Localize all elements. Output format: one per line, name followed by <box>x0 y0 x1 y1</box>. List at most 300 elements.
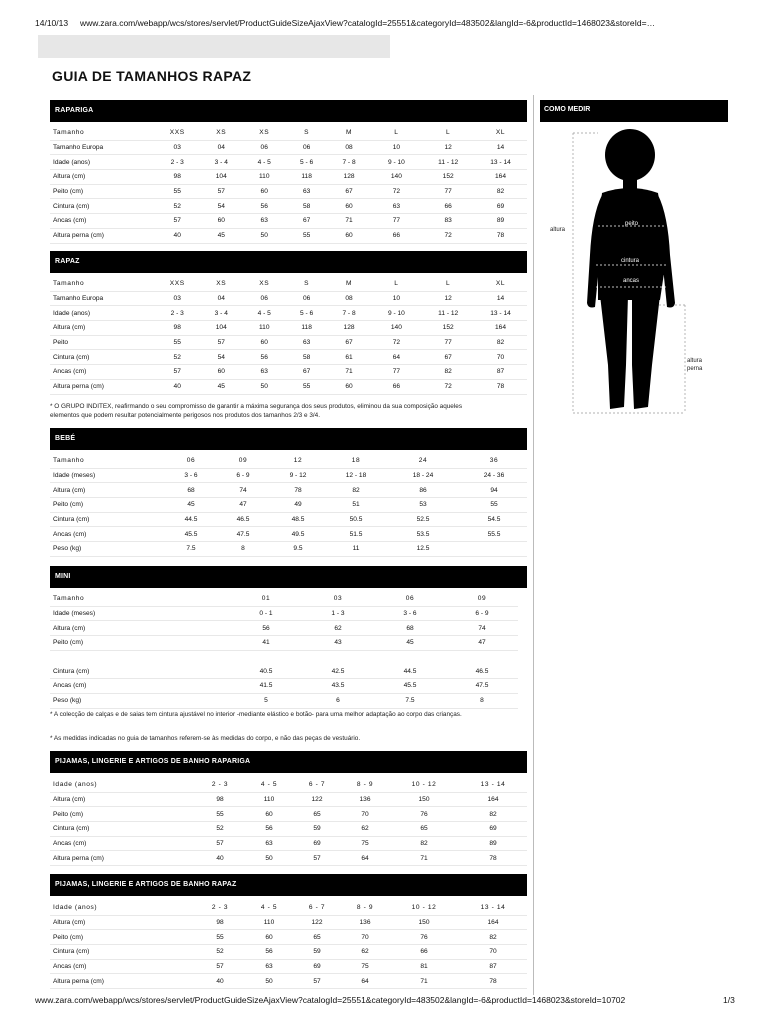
table-cell: 9.5 <box>269 542 327 557</box>
table-cell: 66 <box>371 379 423 394</box>
table-cell: 104 <box>200 321 243 336</box>
table-cell: 55.5 <box>461 527 527 542</box>
row-label: Ancas (cm) <box>50 527 165 542</box>
table-row <box>50 636 518 651</box>
table-cell: 110 <box>243 321 286 336</box>
table-row <box>50 693 518 708</box>
row-label: Altura perna (cm) <box>50 851 195 866</box>
note-cintura: * A colecção de calças e de saias tem cintura ajustável no interior -mediante elástico e botão- para uma melhor adaptação ao corpo das crianças. <box>50 711 462 718</box>
table-cell: 63 <box>243 214 286 229</box>
column-divider <box>533 95 534 995</box>
table-row <box>50 836 527 851</box>
child-silhouette-figure <box>540 125 740 420</box>
table-cell: 52.5 <box>385 512 461 527</box>
row-label: Tamanho <box>50 592 230 606</box>
table-cell <box>461 542 527 557</box>
table-cell: 77 <box>422 335 474 350</box>
table-cell: 62 <box>341 945 389 960</box>
table-cell: 150 <box>389 915 459 930</box>
row-label: Altura (cm) <box>50 170 155 185</box>
table-row <box>50 335 527 350</box>
table-cell: 47.5 <box>217 527 269 542</box>
table-cell: 55 <box>155 184 200 199</box>
label-altura-perna-2: perna <box>687 366 703 372</box>
table-cell: 24 <box>385 454 461 468</box>
table-cell: 2 - 3 <box>195 901 245 915</box>
table-cell: 128 <box>328 321 371 336</box>
table-cell: 14 <box>474 291 527 306</box>
table-cell: 82 <box>474 335 527 350</box>
table-cell: 136 <box>341 792 389 807</box>
table-cell: 60 <box>245 807 293 822</box>
table-cell <box>374 650 446 664</box>
section-mini <box>50 566 527 709</box>
label-ancas: ancas <box>623 278 640 284</box>
table-cell: L <box>371 277 423 291</box>
table-cell: 98 <box>155 170 200 185</box>
table-cell: 0 - 1 <box>230 606 302 621</box>
print-url: www.zara.com/webapp/wcs/stores/servlet/ProductGuideSizeAjaxView?catalogId=25551&categoryId=483502&langId=-6&productId=1468023&storeId=… <box>80 18 656 28</box>
table-cell: 04 <box>200 291 243 306</box>
table-cell: 60 <box>200 214 243 229</box>
row-label: Ancas (cm) <box>50 836 195 851</box>
table-cell: 12 <box>422 140 474 155</box>
table-cell: 122 <box>293 792 341 807</box>
table-cell: 122 <box>293 915 341 930</box>
table-cell: 72 <box>422 228 474 243</box>
table-cell: 8 <box>446 693 518 708</box>
row-label: Idade (anos) <box>50 778 195 792</box>
table-cell: 4 - 5 <box>245 901 293 915</box>
table-row <box>50 851 527 866</box>
table-cell: 78 <box>474 379 527 394</box>
table-cell: 54 <box>200 199 243 214</box>
table-row <box>50 468 527 483</box>
section-header: PIJAMAS, LINGERIE E ARTIGOS DE BANHO RAPARIGA <box>50 751 527 773</box>
top-banner <box>38 35 390 58</box>
size-table <box>50 592 518 709</box>
table-row <box>50 170 527 185</box>
table-cell: 69 <box>474 199 527 214</box>
table-cell: 53 <box>385 498 461 513</box>
table-cell: 5 - 6 <box>286 306 328 321</box>
table-cell: 71 <box>328 365 371 380</box>
row-label: Altura (cm) <box>50 321 155 336</box>
table-cell: M <box>328 126 371 140</box>
row-label: Cintura (cm) <box>50 199 155 214</box>
table-cell: 7.5 <box>374 693 446 708</box>
section-pijamas-rapariga <box>50 751 527 866</box>
row-label: Altura (cm) <box>50 792 195 807</box>
table-cell: 67 <box>328 335 371 350</box>
table-cell: 45 <box>165 498 217 513</box>
table-row <box>50 483 527 498</box>
section-header: PIJAMAS, LINGERIE E ARTIGOS DE BANHO RAPAZ <box>50 874 527 896</box>
table-cell: 7.5 <box>165 542 217 557</box>
table-header-row <box>50 277 527 291</box>
label-altura-perna-1: altura <box>687 358 703 364</box>
table-cell: 44.5 <box>165 512 217 527</box>
table-cell: 164 <box>474 170 527 185</box>
table-cell: 47 <box>217 498 269 513</box>
table-cell: 5 <box>230 693 302 708</box>
table-cell: 56 <box>230 621 302 636</box>
table-cell: 7 - 8 <box>328 155 371 170</box>
table-cell: XS <box>243 126 286 140</box>
table-cell: 54 <box>200 350 243 365</box>
table-cell: 57 <box>195 959 245 974</box>
table-cell: 12 <box>269 454 327 468</box>
table-row <box>50 512 527 527</box>
table-cell: 9 - 10 <box>371 155 423 170</box>
table-cell: 74 <box>217 483 269 498</box>
table-row <box>50 379 527 394</box>
table-cell: 66 <box>371 228 423 243</box>
table-cell: 03 <box>155 291 200 306</box>
table-cell: 82 <box>327 483 385 498</box>
table-row <box>50 650 518 664</box>
table-cell: 164 <box>459 792 527 807</box>
table-row <box>50 214 527 229</box>
table-cell: 51 <box>327 498 385 513</box>
table-header-row <box>50 454 527 468</box>
table-cell: 75 <box>341 959 389 974</box>
row-label: Peso (kg) <box>50 542 165 557</box>
table-cell: 10 <box>371 291 423 306</box>
table-cell: 4 - 5 <box>243 306 286 321</box>
table-row <box>50 199 527 214</box>
table-cell: 81 <box>389 959 459 974</box>
row-label: Ancas (cm) <box>50 679 230 694</box>
table-cell: 89 <box>459 836 527 851</box>
table-cell: 62 <box>302 621 374 636</box>
table-row <box>50 542 527 557</box>
table-row <box>50 350 527 365</box>
row-label: Ancas (cm) <box>50 365 155 380</box>
table-cell: 3 - 4 <box>200 155 243 170</box>
table-cell: 55 <box>195 930 245 945</box>
table-cell: 10 - 12 <box>389 778 459 792</box>
table-cell: 65 <box>293 930 341 945</box>
table-cell: 03 <box>155 140 200 155</box>
table-cell: 63 <box>286 184 328 199</box>
table-cell: 58 <box>286 350 328 365</box>
table-row <box>50 228 527 243</box>
table-cell: 11 - 12 <box>422 155 474 170</box>
label-cintura: cintura <box>621 258 640 264</box>
row-label: Peito (cm) <box>50 636 230 651</box>
row-label: Cintura (cm) <box>50 822 195 837</box>
table-cell: 6 <box>302 693 374 708</box>
table-cell: 61 <box>328 350 371 365</box>
section-rapaz <box>50 251 527 395</box>
table-cell: 06 <box>286 291 328 306</box>
table-cell: 57 <box>293 851 341 866</box>
table-cell: 51.5 <box>327 527 385 542</box>
table-cell: 47 <box>446 636 518 651</box>
table-cell: 87 <box>459 959 527 974</box>
table-cell: 43.5 <box>302 679 374 694</box>
table-cell: XL <box>474 126 527 140</box>
table-cell: 55 <box>155 335 200 350</box>
table-cell: 6 - 9 <box>446 606 518 621</box>
print-date: 14/10/13 <box>35 18 69 28</box>
table-cell: 67 <box>286 365 328 380</box>
table-cell: 06 <box>243 291 286 306</box>
table-cell: 08 <box>328 140 371 155</box>
table-cell: 50 <box>243 379 286 394</box>
table-cell: 55 <box>461 498 527 513</box>
table-cell: 7 - 8 <box>328 306 371 321</box>
table-cell: 68 <box>374 621 446 636</box>
section-pijamas-rapaz <box>50 874 527 989</box>
table-cell: 40 <box>155 228 200 243</box>
table-cell: 87 <box>474 365 527 380</box>
table-cell: 50.5 <box>327 512 385 527</box>
table-cell: 45 <box>200 379 243 394</box>
table-cell: 72 <box>422 379 474 394</box>
table-row <box>50 140 527 155</box>
table-cell: 3 - 4 <box>200 306 243 321</box>
table-cell: 89 <box>474 214 527 229</box>
table-row <box>50 915 527 930</box>
table-cell: 83 <box>422 214 474 229</box>
table-cell: 47.5 <box>446 679 518 694</box>
table-cell: 04 <box>200 140 243 155</box>
table-cell: 45.5 <box>165 527 217 542</box>
row-label: Tamanho <box>50 277 155 291</box>
table-cell: 11 - 12 <box>422 306 474 321</box>
table-cell: XS <box>243 277 286 291</box>
table-cell: 65 <box>389 822 459 837</box>
table-cell: 69 <box>459 822 527 837</box>
table-cell: 67 <box>286 214 328 229</box>
table-cell: 57 <box>155 214 200 229</box>
table-cell: 6 - 7 <box>293 778 341 792</box>
table-cell: 52 <box>155 350 200 365</box>
table-cell: 82 <box>389 836 459 851</box>
table-cell: 104 <box>200 170 243 185</box>
table-cell: 71 <box>389 851 459 866</box>
table-cell: 50 <box>245 974 293 989</box>
row-label: Cintura (cm) <box>50 350 155 365</box>
table-cell: 62 <box>341 822 389 837</box>
table-cell: 78 <box>269 483 327 498</box>
table-cell: 60 <box>328 228 371 243</box>
table-cell: 66 <box>389 945 459 960</box>
table-cell: 57 <box>200 184 243 199</box>
table-cell: 98 <box>195 915 245 930</box>
table-cell: 59 <box>293 822 341 837</box>
table-cell: 09 <box>446 592 518 606</box>
table-cell: 2 - 3 <box>155 155 200 170</box>
table-cell: 67 <box>422 350 474 365</box>
table-cell: 72 <box>371 184 423 199</box>
table-cell: S <box>286 277 328 291</box>
table-cell: 82 <box>459 930 527 945</box>
table-row <box>50 321 527 336</box>
table-cell: 36 <box>461 454 527 468</box>
table-cell: 14 <box>474 140 527 155</box>
table-row <box>50 498 527 513</box>
label-peito: peito <box>625 221 639 227</box>
table-cell: 06 <box>165 454 217 468</box>
table-cell: 71 <box>389 974 459 989</box>
table-cell: 45 <box>200 228 243 243</box>
table-cell: 150 <box>389 792 459 807</box>
table-cell: 41.5 <box>230 679 302 694</box>
table-cell: 60 <box>328 379 371 394</box>
table-row <box>50 807 527 822</box>
row-label: Tamanho <box>50 454 165 468</box>
note-inditex: * O GRUPO INDITEX, reafirmando o seu compromisso de garantir a máxima segurança dos seus produtos, eliminou da sua composição aqueles elementos que podem resultar potencialmente perigosos nos produtos dos tamanhos 2/3 e 3/4. <box>50 403 463 419</box>
table-row <box>50 930 527 945</box>
table-cell: 72 <box>371 335 423 350</box>
table-cell: 06 <box>286 140 328 155</box>
table-cell: 1 - 3 <box>302 606 374 621</box>
child-silhouette <box>587 129 675 409</box>
table-cell: 40 <box>155 379 200 394</box>
table-row <box>50 621 518 636</box>
table-cell: 82 <box>422 365 474 380</box>
table-cell: 77 <box>422 184 474 199</box>
table-cell: 94 <box>461 483 527 498</box>
footer-url: www.zara.com/webapp/wcs/stores/servlet/ProductGuideSizeAjaxView?catalogId=25551&categoryId=483502&langId=-6&productId=1468023&storeId=10702 <box>35 995 626 1005</box>
table-cell: 06 <box>374 592 446 606</box>
table-cell: 49.5 <box>269 527 327 542</box>
table-cell: 98 <box>195 792 245 807</box>
size-table <box>50 901 527 989</box>
table-cell: 4 - 5 <box>243 155 286 170</box>
table-cell: 3 - 6 <box>374 606 446 621</box>
table-cell: 06 <box>243 140 286 155</box>
table-cell: 56 <box>243 199 286 214</box>
row-label: Idade (meses) <box>50 606 230 621</box>
row-label: Tamanho <box>50 126 155 140</box>
page-title: GUIA DE TAMANHOS RAPAZ <box>52 68 252 84</box>
table-cell: 68 <box>165 483 217 498</box>
table-cell: 9 - 12 <box>269 468 327 483</box>
table-header-row <box>50 592 518 606</box>
size-table <box>50 778 527 866</box>
table-row <box>50 184 527 199</box>
section-bebe <box>50 428 527 557</box>
row-label: Altura (cm) <box>50 483 165 498</box>
table-cell: 56 <box>245 945 293 960</box>
table-cell: 70 <box>474 350 527 365</box>
size-table <box>50 277 527 395</box>
row-label: Tamanho Europa <box>50 291 155 306</box>
table-cell: 60 <box>328 199 371 214</box>
table-header-row <box>50 778 527 792</box>
table-cell: 42.5 <box>302 664 374 678</box>
table-cell: 76 <box>389 807 459 822</box>
table-cell: 52 <box>195 822 245 837</box>
row-label: Altura (cm) <box>50 621 230 636</box>
table-cell: 140 <box>371 170 423 185</box>
table-cell: 82 <box>459 807 527 822</box>
table-cell: 6 - 7 <box>293 901 341 915</box>
table-cell: 10 <box>371 140 423 155</box>
table-cell: 41 <box>230 636 302 651</box>
table-header-row <box>50 126 527 140</box>
table-cell: 69 <box>293 836 341 851</box>
table-cell: 48.5 <box>269 512 327 527</box>
table-cell: 5 - 6 <box>286 155 328 170</box>
table-row <box>50 306 527 321</box>
table-cell: 59 <box>293 945 341 960</box>
table-cell: 11 <box>327 542 385 557</box>
table-cell: M <box>328 277 371 291</box>
table-cell: 43 <box>302 636 374 651</box>
table-cell: 53.5 <box>385 527 461 542</box>
table-cell: 78 <box>474 228 527 243</box>
table-row <box>50 945 527 960</box>
table-cell: 3 - 6 <box>165 468 217 483</box>
row-label: Altura (cm) <box>50 915 195 930</box>
table-cell: 77 <box>371 214 423 229</box>
table-cell: 67 <box>328 184 371 199</box>
table-cell: 66 <box>422 199 474 214</box>
table-cell: 82 <box>474 184 527 199</box>
table-cell: 71 <box>328 214 371 229</box>
table-cell: 63 <box>286 335 328 350</box>
table-cell: 4 - 5 <box>245 778 293 792</box>
row-label: Peito (cm) <box>50 930 195 945</box>
table-row <box>50 974 527 989</box>
table-cell: L <box>422 126 474 140</box>
row-label: Cintura (cm) <box>50 512 165 527</box>
table-cell: XXS <box>155 277 200 291</box>
table-cell: 63 <box>371 199 423 214</box>
table-cell: 8 <box>217 542 269 557</box>
row-label: Peito (cm) <box>50 498 165 513</box>
table-cell: 55 <box>195 807 245 822</box>
section-header: BEBÉ <box>50 428 527 450</box>
table-cell: 57 <box>200 335 243 350</box>
table-cell: XL <box>474 277 527 291</box>
table-cell: 12 - 18 <box>327 468 385 483</box>
table-cell: 60 <box>243 335 286 350</box>
table-row <box>50 792 527 807</box>
table-cell: 52 <box>155 199 200 214</box>
table-cell: 63 <box>243 365 286 380</box>
table-cell: 2 - 3 <box>155 306 200 321</box>
table-cell: 2 - 3 <box>195 778 245 792</box>
table-cell: 46.5 <box>446 664 518 678</box>
table-cell: 13 - 14 <box>459 778 527 792</box>
table-cell: 10 - 12 <box>389 901 459 915</box>
table-cell: 57 <box>195 836 245 851</box>
table-cell: 110 <box>245 915 293 930</box>
table-cell: 136 <box>341 915 389 930</box>
table-cell: L <box>371 126 423 140</box>
row-label: Cintura (cm) <box>50 664 230 678</box>
table-cell: 52 <box>195 945 245 960</box>
size-table <box>50 126 527 244</box>
table-cell: 13 - 14 <box>474 306 527 321</box>
table-cell: 18 <box>327 454 385 468</box>
table-cell: 70 <box>341 807 389 822</box>
table-cell: 13 - 14 <box>474 155 527 170</box>
como-medir-header: COMO MEDIR <box>540 100 728 122</box>
table-row <box>50 822 527 837</box>
table-cell: 58 <box>286 199 328 214</box>
label-altura: altura <box>550 227 566 233</box>
table-cell: 45.5 <box>374 679 446 694</box>
table-cell: 40.5 <box>230 664 302 678</box>
row-label: Peito (cm) <box>50 807 195 822</box>
